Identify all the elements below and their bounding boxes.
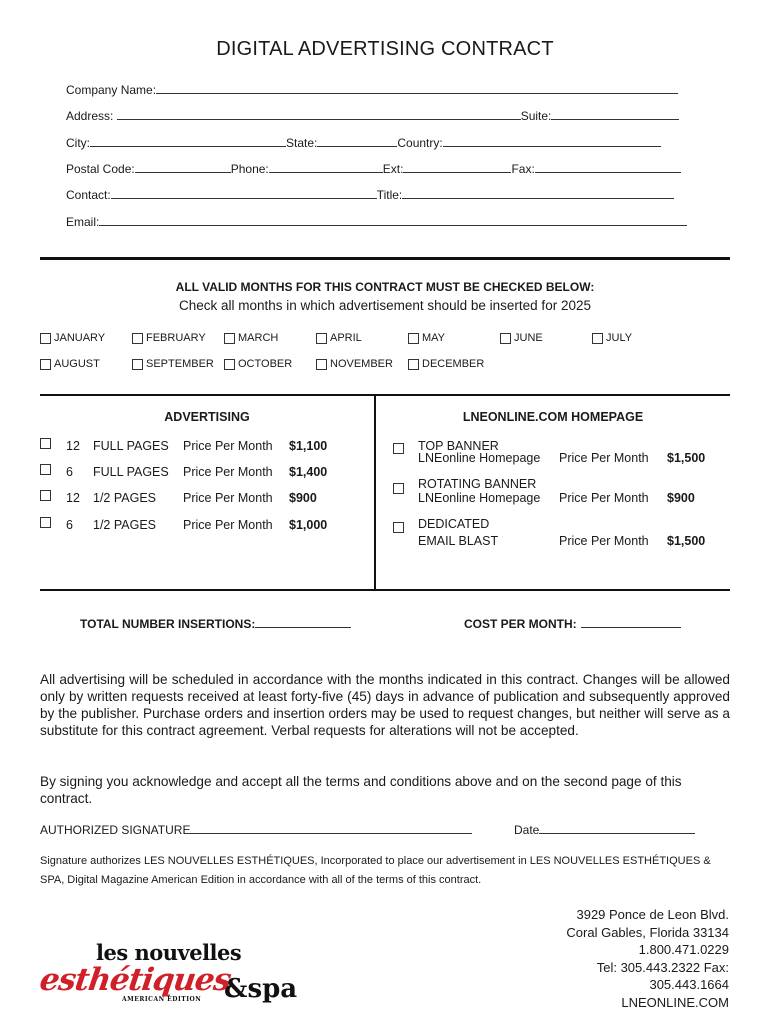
homepage-unit: Price Per Month (559, 491, 649, 505)
checkbox[interactable] (592, 333, 603, 344)
checkbox[interactable] (316, 359, 327, 370)
month-october[interactable]: OCTOBER (224, 358, 292, 370)
authorization-text: Signature authorizes LES NOUVELLES ESTHÉTIQUES, Incorporated to place our advertisement in LES NOUVELLES ESTHÉTIQUES & SPA, Digital Magazine American Edition in accordance with all of the terms of this contract. (40, 855, 711, 886)
checkbox[interactable] (408, 333, 419, 344)
suite-label: Suite: (520, 109, 552, 123)
ad-qty: 6 (66, 465, 73, 479)
ad-row-3 (40, 490, 374, 510)
ad-qty: 12 (66, 491, 80, 505)
phone-label: Phone: (230, 162, 269, 176)
month-december[interactable]: DECEMBER (408, 358, 484, 370)
ad-unit: Price Per Month (183, 439, 273, 453)
homepage-item-line1: ROTATING BANNER (418, 477, 537, 491)
ad-qty: 12 (66, 439, 80, 453)
ad-row-2 (40, 464, 374, 484)
pricing-top-border (40, 394, 730, 396)
signature-label: AUTHORIZED SIGNATURE (40, 823, 191, 837)
ad-unit: Price Per Month (183, 518, 273, 532)
ad-item: FULL PAGES (93, 465, 169, 479)
ad-item: 1/2 PAGES (93, 491, 156, 505)
ext-label: Ext: (382, 162, 404, 176)
country-label: Country: (397, 136, 443, 150)
homepage-row-1 (376, 439, 730, 471)
email-field[interactable] (99, 214, 687, 226)
section-divider (40, 257, 730, 260)
email-row (66, 214, 687, 229)
contact-label: Contact: (66, 188, 111, 202)
address-tollfree: 1.800.471.0229 (638, 942, 729, 957)
checkbox[interactable] (224, 333, 235, 344)
checkbox[interactable] (224, 359, 235, 370)
title-field-label: Title: (376, 188, 403, 202)
cost-per-month-label: COST PER MONTH: (464, 617, 577, 631)
logo-spa-text: &spa (224, 974, 298, 1004)
fax-field[interactable] (535, 161, 681, 173)
title-field[interactable] (402, 187, 674, 199)
contact-field[interactable] (111, 187, 377, 199)
company-name-row (66, 82, 678, 97)
homepage-row-3 (376, 517, 730, 551)
brand-logo (37, 940, 310, 1010)
date-row (514, 822, 695, 837)
advertising-heading: ADVERTISING (164, 410, 250, 424)
months-grid (40, 332, 730, 382)
total-insertions-label: TOTAL NUMBER INSERTIONS: (80, 617, 256, 631)
acknowledge-paragraph: By signing you acknowledge and accept all the terms and conditions above and on the second page of this contract. (40, 774, 682, 806)
month-january[interactable]: JANUARY (40, 332, 105, 344)
state-label: State: (286, 136, 318, 150)
address-city: Coral Gables, Florida 33134 (566, 924, 729, 940)
month-february[interactable]: FEBRUARY (132, 332, 206, 344)
ad-price: $900 (289, 491, 317, 505)
ad-item: 1/2 PAGES (93, 518, 156, 532)
month-november[interactable]: NOVEMBER (316, 358, 393, 370)
email-label: Email: (66, 215, 100, 229)
company-name-label: Company Name: (66, 83, 157, 97)
address-fax: 305.443.1664 (649, 977, 729, 992)
checkbox[interactable] (132, 333, 143, 344)
city-label: City: (66, 136, 90, 150)
homepage-row-2 (376, 477, 730, 509)
cost-per-month-field[interactable] (581, 616, 681, 628)
homepage-unit: Price Per Month (559, 451, 649, 465)
logo-top-text: les nouvelles (96, 940, 242, 965)
months-heading: ALL VALID MONTHS FOR THIS CONTRACT MUST BE CHECKED BELOW: (175, 280, 595, 294)
ad-price: $1,100 (289, 439, 328, 453)
homepage-row-checkbox[interactable] (393, 443, 404, 454)
checkbox[interactable] (408, 359, 419, 370)
address-street: 3929 Ponce de Leon Blvd. (576, 907, 729, 922)
suite-field[interactable] (551, 108, 679, 120)
fax-label: Fax: (511, 162, 535, 176)
homepage-row-checkbox[interactable] (393, 483, 404, 494)
ad-row-1 (40, 438, 374, 458)
checkbox[interactable] (500, 333, 511, 344)
homepage-price: $1,500 (667, 534, 706, 548)
address-block (566, 906, 729, 1011)
address-website[interactable]: LNEONLINE.COM (621, 994, 729, 1010)
ext-field[interactable] (403, 161, 511, 173)
month-may[interactable]: MAY (408, 332, 445, 344)
ad-item: FULL PAGES (93, 439, 169, 453)
ad-row-checkbox[interactable] (40, 517, 51, 528)
checkbox[interactable] (316, 333, 327, 344)
pricing-bottom-border (40, 589, 730, 591)
homepage-row-checkbox[interactable] (393, 522, 404, 533)
ad-qty: 6 (66, 518, 73, 532)
month-march[interactable]: MARCH (224, 332, 278, 344)
page-title: DIGITAL ADVERTISING CONTRACT (216, 38, 554, 60)
homepage-item-line2: LNEonline Homepage (418, 491, 541, 505)
homepage-price: $1,500 (667, 451, 706, 465)
logo-script-text: esthétiques (37, 962, 233, 998)
ad-unit: Price Per Month (183, 465, 273, 479)
city-field[interactable] (90, 135, 286, 147)
ad-row-checkbox[interactable] (40, 490, 51, 501)
checkbox[interactable] (40, 333, 51, 344)
logo-sub-text: AMERICAN EDITION (122, 996, 202, 1003)
ad-unit: Price Per Month (183, 491, 273, 505)
signature-field[interactable] (190, 822, 472, 834)
ad-row-checkbox[interactable] (40, 464, 51, 475)
month-september[interactable]: SEPTEMBER (132, 358, 214, 370)
months-subheading: Check all months in which advertisement should be inserted for 2025 (179, 298, 591, 313)
checkbox[interactable] (40, 359, 51, 370)
contact-row (66, 187, 674, 202)
company-name-field[interactable] (156, 82, 678, 94)
phone-field[interactable] (269, 161, 383, 173)
month-august[interactable]: AUGUST (40, 358, 100, 370)
cost-per-month-row (464, 616, 681, 631)
month-june[interactable]: JUNE (500, 332, 543, 344)
address-row (66, 108, 679, 123)
month-july[interactable]: JULY (592, 332, 632, 344)
state-field[interactable] (317, 135, 397, 147)
postal-code-field[interactable] (135, 161, 231, 173)
homepage-item-line1: TOP BANNER (418, 439, 499, 453)
homepage-item-line1: DEDICATED (418, 517, 490, 531)
homepage-unit: Price Per Month (559, 534, 649, 548)
ad-row-4 (40, 517, 374, 537)
date-label: Date (514, 823, 540, 837)
homepage-price: $900 (667, 491, 695, 505)
ad-price: $1,400 (289, 465, 328, 479)
ad-row-checkbox[interactable] (40, 438, 51, 449)
homepage-item-line2: LNEonline Homepage (418, 451, 541, 465)
country-field[interactable] (443, 135, 661, 147)
checkbox[interactable] (132, 359, 143, 370)
terms-paragraph: All advertising will be scheduled in accordance with the months indicated in this contract. Changes will be allowed only by written requests received at least forty-five (45) days in advance of publication and subsequently approved by the publisher. Purchase orders and insertion orders may be used to request changes, but neither will serve as a substitute for this contract agreement. Verbal requests for alterations will not be accepted. (40, 672, 730, 738)
total-insertions-field[interactable] (255, 616, 351, 628)
ad-price: $1,000 (289, 518, 328, 532)
address-label: Address: (66, 109, 114, 123)
month-april[interactable]: APRIL (316, 332, 362, 344)
city-row (66, 135, 661, 150)
signature-row (40, 822, 472, 837)
total-insertions-row (80, 616, 351, 631)
date-field[interactable] (539, 822, 695, 834)
address-field[interactable] (117, 108, 521, 120)
homepage-item-line2: EMAIL BLAST (418, 534, 499, 548)
homepage-heading: LNEONLINE.COM HOMEPAGE (462, 410, 644, 424)
address-tel: Tel: 305.443.2322 Fax: (596, 959, 729, 975)
postal-row (66, 161, 681, 176)
postal-code-label: Postal Code: (66, 162, 135, 176)
